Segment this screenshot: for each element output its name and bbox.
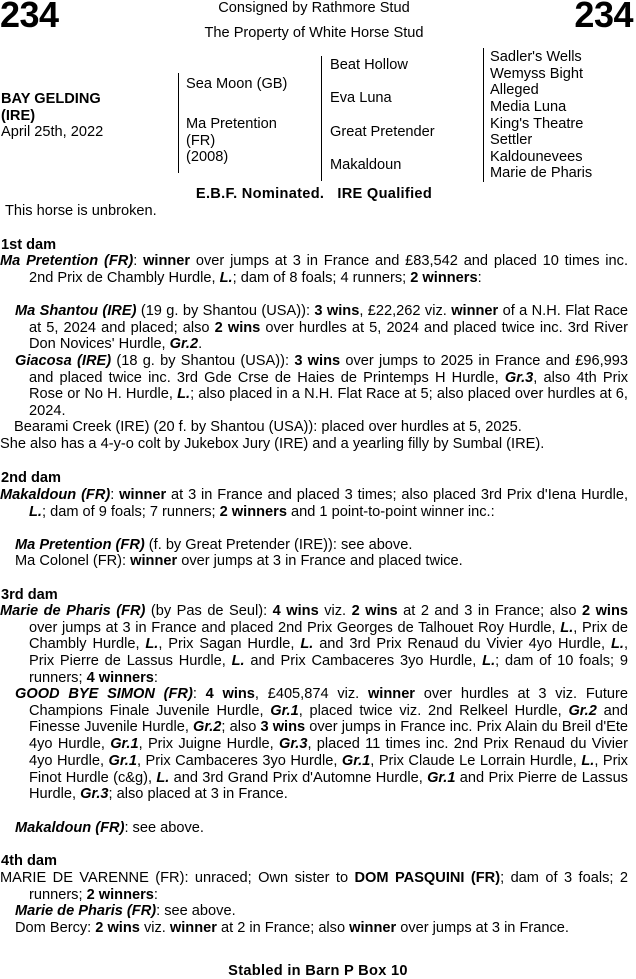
text-run: over jumps at 3 in France and placed twice.	[177, 553, 463, 569]
text-run: (19 g. by Shantou (USA)):	[136, 303, 315, 319]
emphasis-text: L.	[610, 636, 624, 653]
text-run: over hurdles at 5, 2024 and placed twice inc. 3rd River Don Novices' Hurdle,	[29, 319, 629, 353]
bold-text: DOM PASQUINI (FR)	[354, 870, 501, 886]
emphasis-text: Gr.3	[279, 736, 308, 753]
pedigree-divider	[483, 48, 484, 182]
unbroken-note: This horse is unbroken.	[5, 203, 157, 219]
text-run: :	[153, 669, 158, 686]
bold-text: winner	[119, 487, 167, 503]
text-run: ; dam of 3 foals; 2 runners;	[29, 870, 628, 903]
pedigree-sire: Sea Moon (GB)	[186, 76, 288, 92]
property-line: The Property of White Horse Stud	[204, 25, 424, 41]
third-dam-progeny-2	[15, 820, 636, 837]
emphasis-text: L.	[145, 636, 159, 653]
bold-text: 4 wins	[205, 686, 255, 702]
pedigree-dam-name: Ma Pretention	[186, 116, 277, 132]
emphasis-text: Gr.1	[427, 769, 456, 786]
second-dam-progeny-2	[15, 553, 636, 570]
horse-foaled-date: April 25th, 2022	[1, 124, 104, 140]
emphasis-text: Makaldoun (FR)	[15, 820, 125, 836]
text-run: at 3 in France and placed 3 times; also placed 3rd Prix d'Iena Hurdle,	[166, 487, 629, 503]
text-run: :	[153, 886, 158, 903]
pedigree-ggp-4: Media Luna	[490, 99, 567, 115]
bold-text: 2 wins	[351, 603, 398, 619]
text-run: at 2 and 3 in France; also	[397, 603, 582, 619]
first-dam-progeny-3: Bearami Creek (IRE) (20 f. by Shantou (USA)): placed over hurdles at 5, 2025.	[14, 419, 522, 435]
bold-text: 4 wins	[272, 603, 319, 619]
text-run: , placed twice viz. 2nd Relkeel Hurdle,	[298, 702, 569, 719]
text-run: , Prix Sagan Hurdle,	[158, 636, 301, 653]
text-run: :	[192, 686, 206, 702]
third-dam-summary	[0, 603, 628, 687]
text-run: ; also placed in a N.H. Flat Race at 5; also placed over hurdles at 6, 2024.	[29, 386, 628, 420]
emphasis-text: Gr.2	[568, 702, 597, 719]
emphasis-text: Giacosa (IRE)	[15, 353, 112, 369]
bold-text: winner	[367, 686, 415, 702]
text-run: , also 4th Prix Rose or No H. Hurdle,	[29, 369, 628, 403]
pedigree-ggp-5: King's Theatre	[490, 116, 584, 132]
pedigree-dam-country: (FR)	[186, 132, 216, 149]
text-run: : see above.	[124, 820, 204, 836]
text-run: , Prix Juigne Hurdle,	[138, 736, 280, 753]
pedigree-ggp-8: Marie de Pharis	[490, 165, 593, 181]
text-run: over jumps in France inc. Prix Alain du Breil d'Ete 4yo Hurdle,	[29, 719, 629, 753]
bold-text: 2 wins	[95, 920, 140, 936]
first-dam-progeny-1	[0, 303, 628, 353]
bold-text: winner	[143, 253, 191, 269]
second-dam-progeny-1	[15, 537, 636, 554]
text-run: ; dam of 9 foals; 7 runners;	[41, 503, 220, 520]
text-run: ; also placed at 3 in France.	[108, 786, 288, 803]
bold-text: 3 wins	[260, 719, 306, 736]
emphasis-text: Ma Shantou (IRE)	[15, 303, 137, 319]
emphasis-text: Gr.1	[110, 736, 139, 753]
first-dam-progeny-2	[0, 353, 628, 420]
horse-sex-color: BAY GELDING	[1, 91, 101, 107]
text-run: :	[477, 269, 482, 286]
emphasis-text: L.	[29, 503, 42, 520]
text-run: , Prix Claude Le Lorrain Hurdle,	[370, 752, 582, 769]
emphasis-text: L.	[482, 653, 496, 670]
first-dam-other-foals: She also has a 4-y-o colt by Jukebox Jury (IRE) and a yearling filly by Sumbal (IRE).	[0, 436, 545, 452]
text-run: viz.	[139, 920, 170, 936]
stabling-info: Stabled in Barn P Box 10	[228, 963, 408, 979]
text-run: and 1 point-to-point winner inc.:	[286, 503, 495, 520]
emphasis-text: Gr.3	[504, 369, 534, 386]
text-run: ; dam of 10 foals; 9 runners;	[29, 653, 628, 686]
second-dam-summary	[0, 487, 628, 520]
emphasis-text: L.	[156, 769, 170, 786]
lot-number-right: 234	[574, 0, 633, 35]
section-heading-4th-dam: 4th dam	[1, 853, 57, 869]
nomination-status: E.B.F. Nominated. IRE Qualified	[195, 186, 433, 202]
pedigree-divider	[321, 56, 322, 181]
bold-text: winner	[349, 920, 397, 936]
emphasis-text: Gr.1	[341, 752, 371, 769]
text-run: at 2 in France; also	[216, 920, 350, 936]
text-run: Ma Colonel (FR):	[15, 553, 131, 569]
text-run: Dom Bercy:	[15, 920, 96, 936]
emphasis-text: Gr.1	[270, 702, 299, 719]
text-run: and Prix Cambaceres 3yo Hurdle,	[244, 653, 483, 670]
text-run: viz.	[318, 603, 352, 619]
emphasis-text: L.	[177, 386, 191, 403]
text-run: ; also	[221, 719, 261, 736]
bold-text: winner	[451, 303, 499, 319]
text-run: , Prix Pierre de Lassus Hurdle,	[29, 636, 628, 670]
text-run: of a N.H. Flat Race at 5, 2024 and placed; also	[29, 303, 628, 336]
text-run: and 3rd Prix Renaud du Vivier 4yo Hurdle,	[313, 636, 611, 653]
emphasis-text: Gr.3	[80, 786, 109, 803]
text-run: over jumps at 3 in France and £83,542 and placed 10 times inc. 2nd Prix de Chambly Hurdle,	[29, 253, 629, 286]
text-run: ; dam of 8 foals; 4 runners;	[232, 269, 411, 286]
text-run: : see above.	[156, 903, 236, 919]
emphasis-text: L.	[300, 636, 314, 653]
pedigree-divider	[178, 73, 179, 173]
bold-text: 2 wins	[581, 603, 629, 619]
pedigree-ggp-1: Sadler's Wells	[490, 49, 582, 65]
text-run: over jumps at 3 in France and placed 2nd Prix Georges de Talhouet Roy Hurdle,	[29, 619, 561, 636]
emphasis-text: L.	[560, 619, 574, 636]
bold-text: 2 winners	[410, 269, 478, 286]
text-run: and Finesse Juvenile Hurdle,	[29, 702, 628, 736]
emphasis-text: Gr.1	[108, 752, 137, 769]
bold-text: 3 wins	[314, 303, 360, 319]
section-heading-2nd-dam: 2nd dam	[1, 470, 62, 486]
text-run: .	[198, 336, 203, 353]
emphasis-text: Ma Pretention (FR)	[0, 253, 134, 269]
text-run: :	[110, 487, 120, 503]
text-run: , Prix Cambaceres 3yo Hurdle,	[136, 752, 342, 769]
consignor-line: Consigned by Rathmore Stud	[218, 0, 410, 16]
pedigree-gp-1: Beat Hollow	[330, 57, 408, 73]
section-heading-1st-dam: 1st dam	[1, 237, 57, 253]
text-run: over hurdles at 3 viz. Future Champions Finale Juvenile Hurdle,	[29, 686, 629, 719]
text-run: , Prix de Chambly Hurdle,	[29, 619, 629, 653]
pedigree-ggp-7: Kaldounevees	[490, 149, 583, 165]
text-run: (f. by Great Pretender (IRE)): see above.	[144, 537, 413, 553]
text-run: :	[133, 253, 144, 269]
emphasis-text: Gr.2	[193, 719, 222, 736]
text-run: over jumps to 2025 in France and £96,993 and placed twice inc. 3rd Gde Crse de Haies de Printemps H Hurdle,	[29, 353, 628, 386]
emphasis-text: L.	[581, 752, 595, 769]
text-run: and 3rd Grand Prix d'Automne Hurdle,	[169, 769, 428, 786]
emphasis-text: Ma Pretention (FR)	[15, 537, 145, 553]
pedigree-ggp-6: Settler	[490, 132, 533, 148]
text-run: , £22,262 viz.	[359, 303, 452, 319]
fourth-dam-progeny-2	[0, 920, 628, 937]
bold-text: 2 wins	[214, 319, 261, 336]
text-run: (by Pas de Seul):	[145, 603, 273, 619]
text-run: over jumps at 3 in France.	[396, 920, 569, 936]
pedigree-ggp-2: Wemyss Bight	[490, 66, 583, 82]
bold-text: 2 winners	[86, 886, 154, 903]
bold-text: winner	[130, 553, 178, 569]
horse-description	[1, 91, 103, 141]
emphasis-text: Gr.2	[169, 336, 199, 353]
emphasis-text: Marie de Pharis (FR)	[15, 903, 157, 919]
fourth-dam-summary	[0, 870, 628, 903]
pedigree-ggp-3: Alleged	[490, 82, 539, 98]
bold-text: winner	[169, 920, 217, 936]
emphasis-text: L.	[219, 269, 233, 286]
text-run: MARIE DE VARENNE (FR): unraced; Own sister to	[0, 870, 355, 886]
emphasis-text: Marie de Pharis (FR)	[0, 603, 146, 619]
first-dam-summary	[0, 253, 628, 286]
text-run: and Prix Pierre de Lassus Hurdle,	[29, 769, 628, 803]
pedigree-dam-year: (2008)	[186, 149, 229, 166]
text-run: , £405,874 viz.	[254, 686, 368, 702]
horse-origin: (IRE)	[1, 107, 36, 124]
text-run: , Prix Finot Hurdle (c&g),	[29, 752, 628, 786]
bold-text: 2 winners	[219, 503, 287, 520]
pedigree-gp-3: Great Pretender	[330, 124, 435, 140]
third-dam-progeny-1	[0, 686, 628, 803]
emphasis-text: L.	[231, 653, 245, 670]
fourth-dam-progeny-1	[15, 903, 636, 920]
section-heading-3rd-dam: 3rd dam	[1, 587, 58, 603]
bold-text: 3 wins	[294, 353, 341, 369]
lot-number: 234	[0, 0, 59, 35]
text-run: , placed 11 times inc. 2nd Prix Renaud du Vivier 4yo Hurdle,	[29, 736, 629, 769]
emphasis-text: GOOD BYE SIMON (FR)	[15, 686, 193, 702]
text-run: (18 g. by Shantou (USA)):	[111, 353, 295, 369]
pedigree-dam	[186, 116, 316, 166]
emphasis-text: Makaldoun (FR)	[0, 487, 111, 503]
pedigree-gp-2: Eva Luna	[330, 90, 392, 106]
pedigree-gp-4: Makaldoun	[330, 157, 402, 173]
bold-text: 4 winners	[86, 669, 154, 686]
